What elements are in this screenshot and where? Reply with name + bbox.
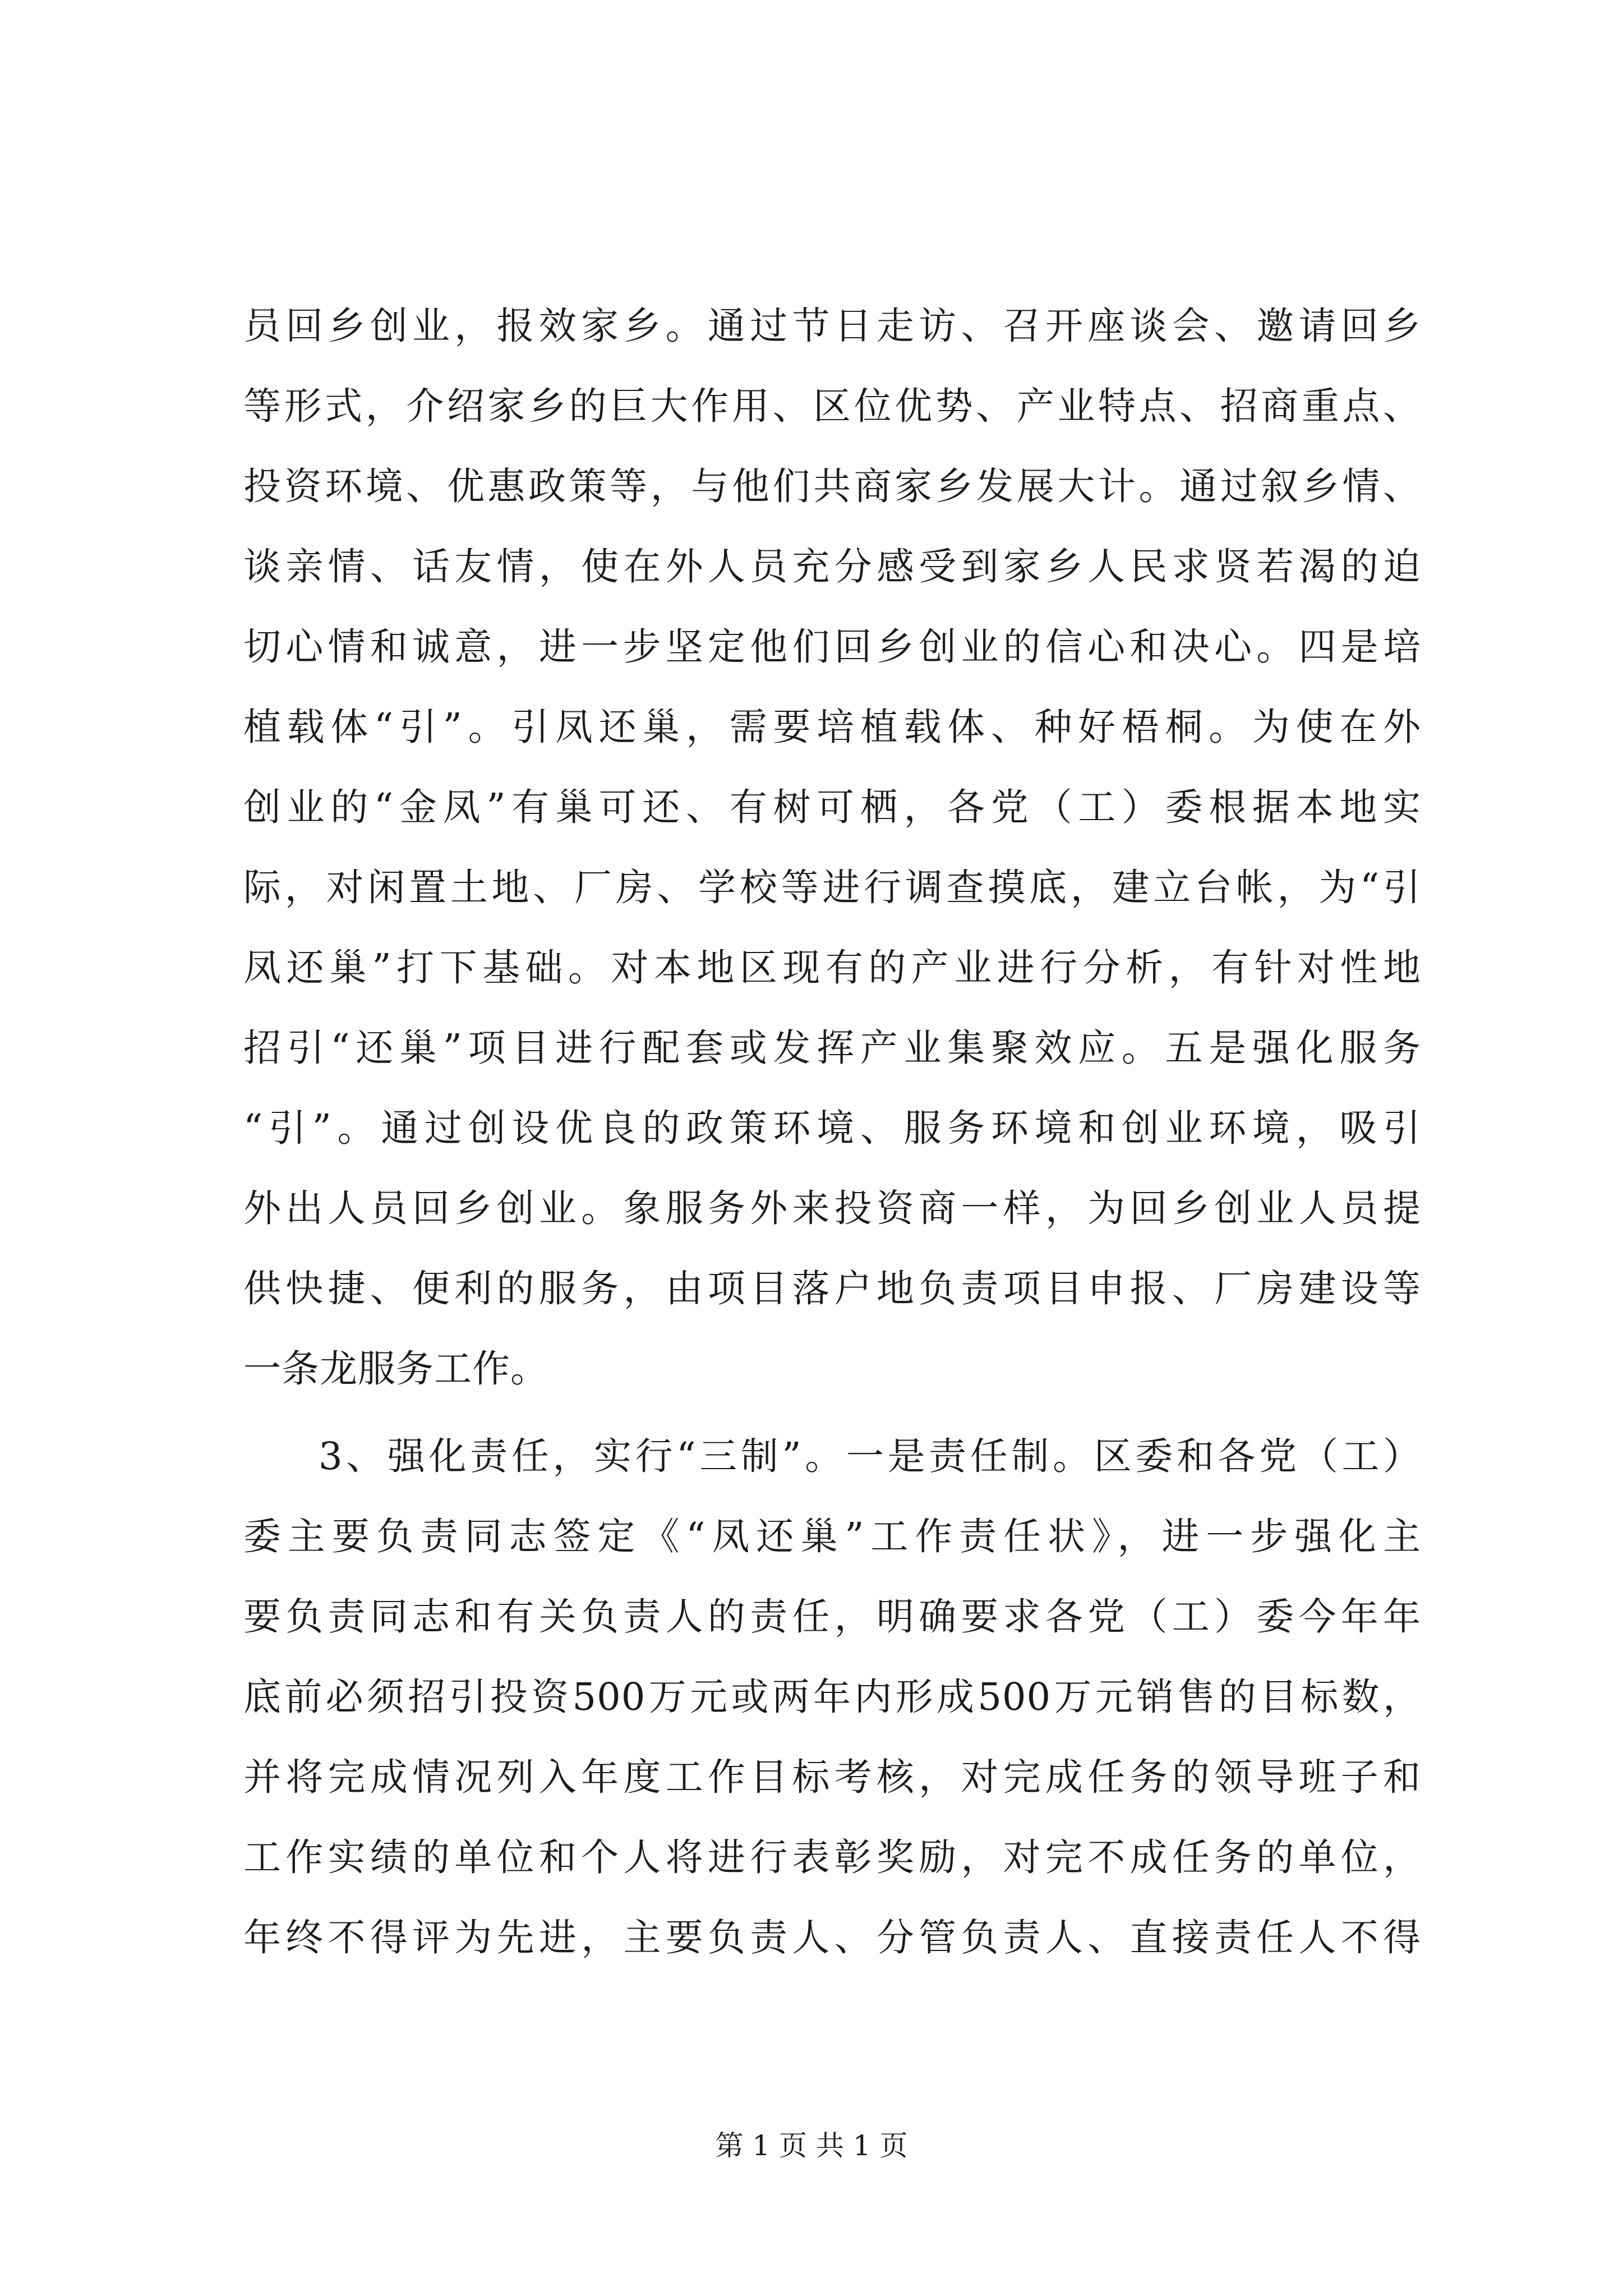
text-line: 工作实绩的单位和个人将进行表彰奖励，对完不成任务的单位， bbox=[243, 1835, 1421, 1879]
text-line: 供快捷、便利的服务，由项目落户地负责项目申报、厂房建设等 bbox=[243, 1267, 1421, 1310]
text-line: 谈亲情、话友情，使在外人员充分感受到家乡人民求贤若渴的迫 bbox=[243, 545, 1421, 588]
text-line: 凤还巢”打下基础。对本地区现有的产业进行分析，有针对性地 bbox=[243, 946, 1421, 990]
text-line: 外出人员回乡创业。象服务外来投资商一样，为回乡创业人员提 bbox=[243, 1186, 1421, 1230]
page-number-footer: 第 1 页 共 1 页 bbox=[715, 2129, 908, 2162]
paragraph-first-line: 3、强化责任，实行“三制”。一是责任制。区委和各党（工） bbox=[319, 1434, 1421, 1478]
text-line: 等形式，介绍家乡的巨大作用、区位优势、产业特点、招商重点、 bbox=[243, 384, 1421, 428]
text-line: 要负责同志和有关负责人的责任，明确要求各党（工）委今年年 bbox=[243, 1595, 1421, 1639]
text-line: 并将完成情况列入年度工作目标考核，对完成任务的领导班子和 bbox=[243, 1755, 1421, 1799]
text-line: 植载体“引”。引凤还巢，需要培植载体、种好梧桐。为使在外 bbox=[243, 705, 1421, 749]
text-line: 委主要负责同志签定《“凤还巢”工作责任状》，进一步强化主 bbox=[243, 1515, 1421, 1558]
text-line: 创业的“金凤”有巢可还、有树可栖，各党（工）委根据本地实 bbox=[243, 785, 1421, 829]
text-line: 一条龙服务工作。 bbox=[243, 1347, 548, 1391]
text-line: 底前必须招引投资500万元或两年内形成500万元销售的目标数， bbox=[243, 1675, 1421, 1719]
text-line: 员回乡创业，报效家乡。通过节日走访、召开座谈会、邀请回乡 bbox=[243, 304, 1421, 348]
text-line: 投资环境、优惠政策等，与他们共商家乡发展大计。通过叙乡情、 bbox=[243, 464, 1421, 508]
text-line: 切心情和诚意，进一步坚定他们回乡创业的信心和决心。四是培 bbox=[243, 625, 1421, 669]
text-line: “引”。通过创设优良的政策环境、服务环境和创业环境，吸引 bbox=[243, 1106, 1421, 1150]
text-line: 际，对闲置土地、厂房、学校等进行调查摸底，建立台帐，为“引 bbox=[243, 866, 1421, 909]
text-line: 招引“还巢”项目进行配套或发挥产业集聚效应。五是强化服务 bbox=[243, 1026, 1421, 1070]
document-body bbox=[243, 286, 1421, 1978]
text-line: 年终不得评为先进，主要负责人、分管负责人、直接责任人不得 bbox=[243, 1916, 1421, 1959]
